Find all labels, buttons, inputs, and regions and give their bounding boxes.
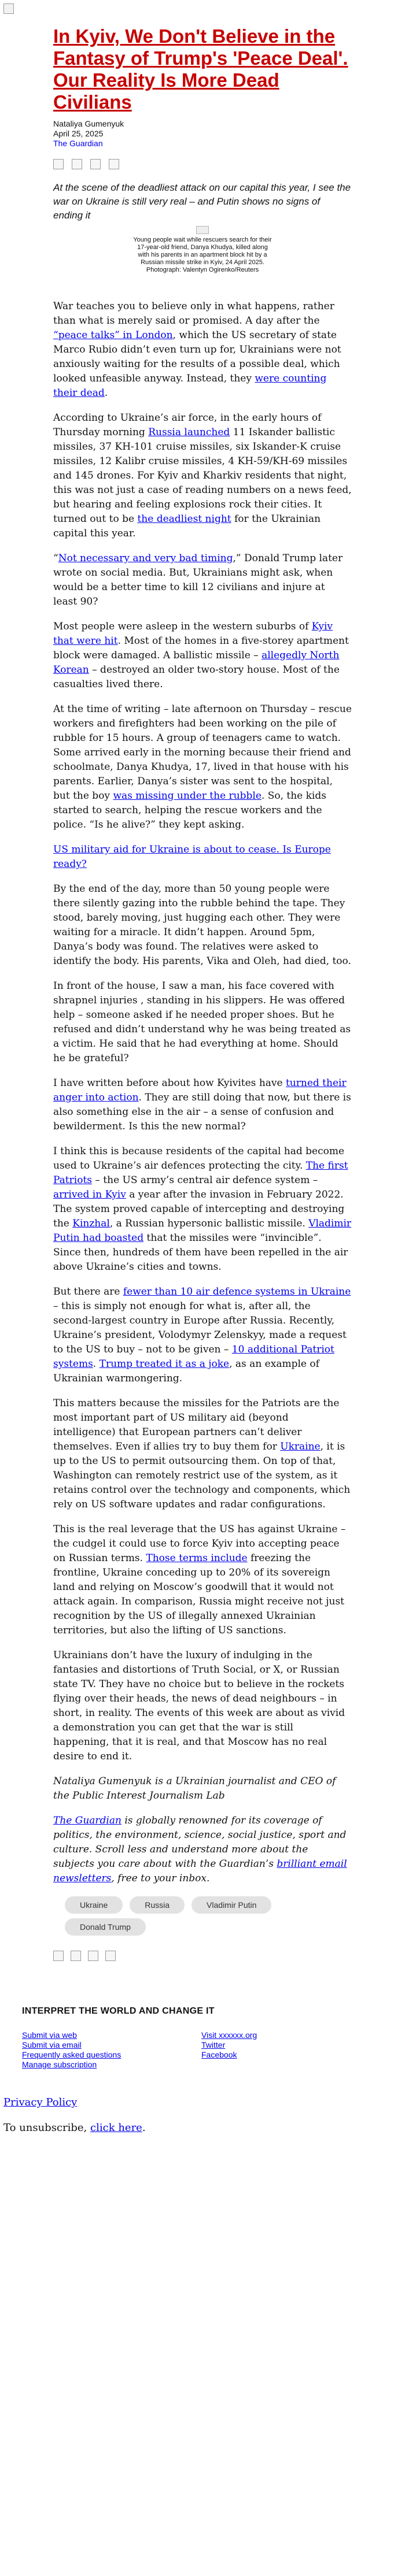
headline	[53, 25, 352, 113]
paragraph: War teaches you to believe only in what happens, rather than what is merely said or promised. A day after the “peace talks” in London, which the US secretary of state Marco Rubio didn’t even turn up for, Ukrainians were not anxiously waiting for the results of a possible deal, which looked unfeasible anyway. Instead, they were counting their dead.	[53, 301, 341, 399]
tag-ukraine[interactable]: Ukraine	[65, 1896, 123, 1914]
inline-link[interactable]: arrived in Kyiv	[53, 1189, 126, 1200]
share-icon[interactable]	[71, 1951, 81, 1961]
inline-link[interactable]: The Guardian	[53, 1815, 122, 1826]
paragraph: At the time of writing – late afternoon on Thursday – rescue workers and firefighters had been working on the pile of rubble for 15 hours. A group of teenagers came to watch. Some arrived early in the morning because their friend and schoolmate, Danya Khudya, 17, lived in that house with his parents. Earlier, Danya’s sister was sent to the hospital, but the boy was missing under the rubble. So, the kids started to search, helping the rescue workers and the police. “Is he alive?” they kept asking.	[53, 703, 352, 831]
paragraph: By the end of the day, more than 50 young people were there silently gazing into the rubble behind the tape. They stood, barely moving, just hugging each other. They were waiting for a miracle. It didn’t happen. Around 5pm, Danya’s body was found. The relatives were asked to identify the body. His parents, Vika and Oleh, had died, too.	[53, 883, 351, 967]
share-row	[53, 159, 352, 169]
footer	[0, 2006, 405, 2070]
publish-date: April 25, 2025	[53, 129, 104, 138]
inline-link[interactable]: “peace talks” in London	[53, 329, 173, 341]
footer-column-right	[201, 2030, 381, 2070]
submit-email-link[interactable]: Submit via email	[22, 2040, 82, 2049]
paragraph: This matters because the missiles for the Patriots are the most important part of US military aid (beyond intelligence) that European partners can’t deliver themselves. Even if allies try to buy them for Ukraine, it is up to the US to permit outsourcing them. On top of that, Washington can remotely restrict use of the system, as it retains control over the technology and components, which rely on US software updates and radar configurations.	[53, 1398, 351, 1510]
tag-vladimir-putin[interactable]: Vladimir Putin	[192, 1896, 271, 1914]
byline	[53, 119, 352, 149]
share-icon[interactable]	[72, 159, 82, 169]
paragraph: This is the real leverage that the US has against Ukraine – the cudgel it could use to force Kyiv into accepting peace on Russian terms. Those terms include freezing the frontline, Ukraine conceding up to 20% of its sovereign land and relying on Moscow’s goodwill that it would not attack again. In comparison, Russia might receive not just recognition by the US of illegally annexed Ukrainian territories, but also the lifting of US sanctions.	[53, 1524, 346, 1636]
unsubscribe-link[interactable]: click here	[90, 2122, 142, 2134]
footer-columns	[22, 2030, 383, 2070]
inline-link[interactable]: Trump treated it as a joke	[99, 1358, 230, 1370]
paragraph: According to Ukraine’s air force, in the early hours of Thursday morning Russia launched 11 Iskander ballistic missiles, 37 KH-101 cruise missiles, six Iskander-K cruise missiles, 12 Kalibr cruise missiles, 4 KH-59/KH-69 missiles and 145 drones. For Kyiv and Kharkiv residents that night, this was not just a case of reading numbers on a news feed, but hearing and feeling explosions rock their cities. It turned out to be the deadliest night for the Ukrainian capital this year.	[53, 412, 352, 539]
article-header	[0, 0, 405, 274]
paragraph: But there are fewer than 10 air defence systems in Ukraine – this is simply not enough for what is, after all, the second-largest country in Europe after Russia. Recently, Ukraine’s president, Volodymyr Zelenskyy, made a request to the US to buy – not to be given – 10 additional Patriot systems. Trump treated it as a joke, as an example of Ukrainian warmongering.	[53, 1286, 351, 1384]
article-body	[0, 274, 405, 1961]
paragraph: Most people were asleep in the western suburbs of Kyiv that were hit. Most of the homes in a five-storey apartment block were damaged. A ballistic missile – allegedly North Korean – destroyed an older two-story house. Most of the casualties lived there.	[53, 621, 349, 690]
share-icon[interactable]	[90, 159, 101, 169]
share-icon[interactable]	[105, 1951, 116, 1961]
inline-link[interactable]: the deadliest night	[137, 513, 231, 525]
footer-column-left	[22, 2030, 201, 2070]
facebook-link[interactable]: Facebook	[201, 2050, 237, 2059]
paragraph: I have written before about how Kyivites have turned their anger into action. They are still doing that now, but there is also something else in the air – a sense of confusion and bewilderment. Is this the new normal?	[53, 1077, 351, 1132]
share-icon[interactable]	[88, 1951, 98, 1961]
twitter-link[interactable]: Twitter	[201, 2040, 226, 2049]
hero-caption: Young people wait while rescuers search for their 17-year-old friend, Danya Khudya, killed along with his parents in an apartment block hit by a Russian missile strike in Kyiv, 24 April 2025. Photograph: Valentyn Ogirenko/Reuters	[133, 236, 272, 273]
unsubscribe-text: To unsubscribe, click here.	[3, 2122, 146, 2134]
headline-part1: In Kyiv, We Don't Believe in the Fantasy of Trump's 'Peace Deal'.	[53, 25, 348, 69]
faq-link[interactable]: Frequently asked questions	[22, 2050, 122, 2059]
inline-link[interactable]: was missing under the rubble	[113, 790, 262, 802]
headline-link[interactable]	[53, 25, 348, 113]
site-logo-icon[interactable]	[3, 3, 14, 14]
inline-link[interactable]: were counting their dead	[53, 373, 327, 399]
headline-part2: Our Reality Is More Dead Civilians	[53, 69, 279, 113]
inline-link[interactable]: The first Patriots	[53, 1160, 348, 1186]
inline-link[interactable]: Kinzhal	[72, 1218, 110, 1229]
footer-heading: INTERPRET THE WORLD AND CHANGE IT	[22, 2006, 215, 2016]
newsletters-link[interactable]: brilliant email newsletters	[53, 1858, 347, 1884]
inline-link[interactable]: Kyiv that were hit	[53, 621, 333, 647]
paragraph: Ukrainians don’t have the luxury of indulging in the fantasies and distortions of Truth Social, or X, or Russian state TV. They have no choice but to believe in the rockets flying over their heads, the news of dead neighbours – in short, in reality. The events of this week are about as vivid a demonstration you can get that the war is still happening, that it is real, and that Moscow has no real desire to end it.	[53, 1650, 345, 1762]
inline-link[interactable]: Those terms include	[146, 1552, 248, 1564]
privacy-policy-link[interactable]: Privacy Policy	[3, 2096, 78, 2108]
legal-section	[0, 2096, 405, 2134]
share-row-bottom	[53, 1951, 352, 1961]
share-icon[interactable]	[53, 159, 64, 169]
inline-link[interactable]: 10 additional Patriot systems	[53, 1344, 334, 1370]
image-icon	[196, 226, 209, 234]
inline-link[interactable]: Russia launched	[148, 427, 230, 438]
author-bio: Nataliya Gumenyuk is a Ukrainian journalist and CEO of the Public Interest Journalism Lab	[53, 1776, 336, 1802]
share-icon[interactable]	[109, 159, 119, 169]
related-link-paragraph	[53, 843, 352, 872]
related-article-link[interactable]: US military aid for Ukraine is about to cease. Is Europe ready?	[53, 844, 331, 870]
inline-link[interactable]: allegedly North Korean	[53, 650, 340, 676]
inline-link[interactable]: Vladimir Putin had boasted	[53, 1218, 352, 1244]
author-name: Nataliya Gumenyuk	[53, 119, 124, 128]
inline-link[interactable]: turned their anger into action	[53, 1077, 347, 1103]
tag-list	[65, 1896, 325, 1936]
newsletter-promo: The Guardian is globally renowned for its coverage of politics, the environment, science, social justice, sport and culture. Scroll less and understand more about the subjects you care about with the Guardian’s brilliant email newsletters, free to your inbox.	[53, 1815, 347, 1884]
manage-subscription-link[interactable]: Manage subscription	[22, 2060, 97, 2069]
standfirst: At the scene of the deadliest attack on our capital this year, I see the war on Ukraine is still very real – and Putin shows no signs of ending it	[53, 182, 351, 221]
inline-link[interactable]: Ukraine	[280, 1441, 321, 1452]
inline-link[interactable]: fewer than 10 air defence systems in Ukraine	[123, 1286, 351, 1298]
visit-site-link[interactable]: Visit xxxxxx.org	[201, 2030, 257, 2040]
submit-web-link[interactable]: Submit via web	[22, 2030, 77, 2040]
share-icon[interactable]	[53, 1951, 64, 1961]
publication-link[interactable]: The Guardian	[53, 139, 103, 148]
inline-link[interactable]: Not necessary and very bad timing	[58, 553, 233, 564]
tag-donald-trump[interactable]: Donald Trump	[65, 1918, 146, 1936]
paragraph: I think this is because residents of the capital had become used to Ukraine’s air defences protecting the city. The first Patriots – the US army’s central air defence system – arrived in Kyiv a year after the invasion in February 2022. The system proved capable of intercepting and destroying the Kinzhal, a Russian hypersonic ballistic missile. Vladimir Putin had boasted that the missiles were “invincible”. Since then, hundreds of them have been repelled in the air above Ukraine’s cities and towns.	[53, 1146, 352, 1273]
paragraph: “Not necessary and very bad timing,” Donald Trump later wrote on social media. But, Ukrainians might ask, when would be a better time to kill 12 civilians and injure at least 90?	[53, 553, 343, 607]
tag-russia[interactable]: Russia	[130, 1896, 185, 1914]
paragraph: In front of the house, I saw a man, his face covered with shrapnel injuries , standing in his slippers. He was offered help – someone asked if he needed proper shoes. But he refused and didn’t understand why he was being treated as a victim. He said that he had everything at home. Should he be grateful?	[53, 980, 351, 1064]
